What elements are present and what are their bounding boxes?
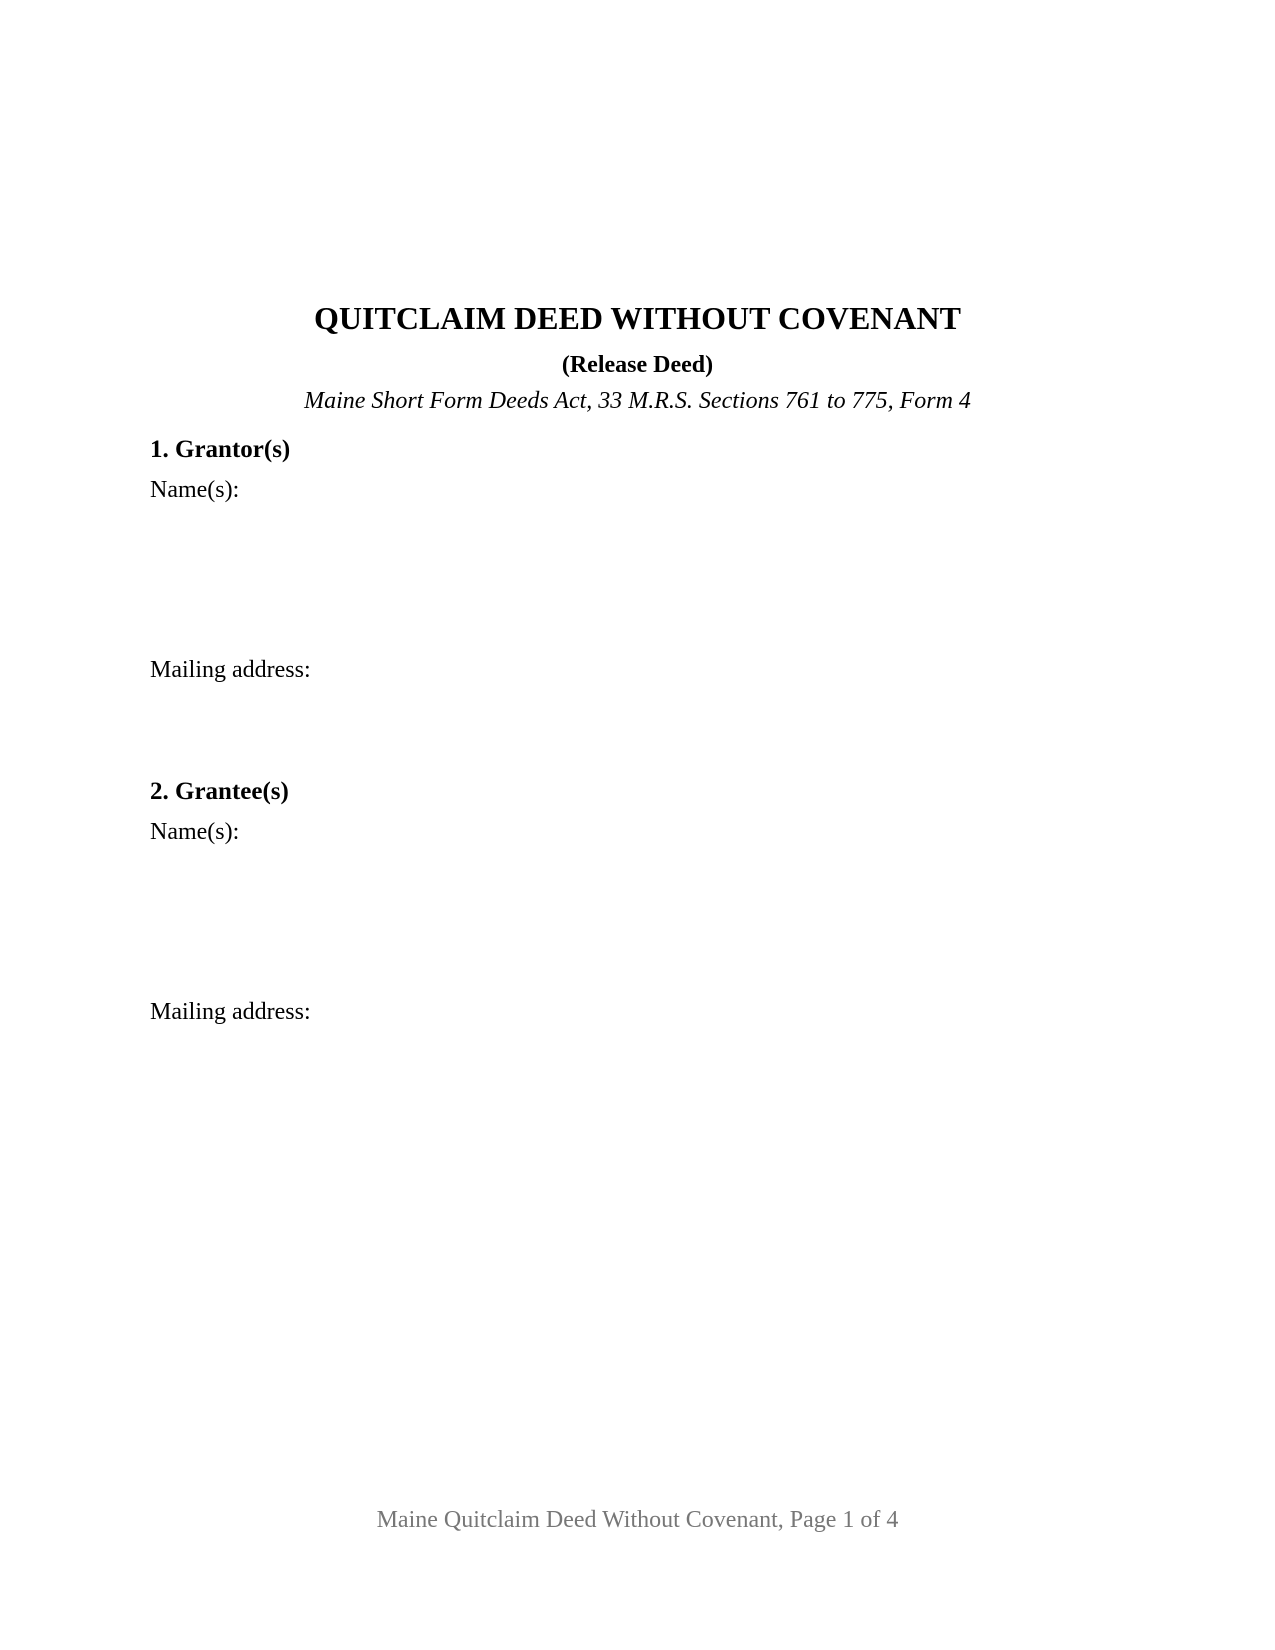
- grantor-address-label: Mailing address:: [150, 657, 311, 683]
- document-title: QUITCLAIM DEED WITHOUT COVENANT: [314, 300, 961, 336]
- statute-reference: Maine Short Form Deeds Act, 33 M.R.S. Sections 761 to 775, Form 4: [304, 388, 971, 414]
- document-subtitle: (Release Deed): [561, 352, 714, 378]
- grantee-heading: 2. Grantee(s): [150, 778, 289, 805]
- grantor-heading: 1. Grantor(s): [150, 436, 291, 463]
- grantor-names-label: Name(s):: [150, 477, 240, 503]
- grantee-address-label: Mailing address:: [150, 999, 311, 1025]
- page-footer: Maine Quitclaim Deed Without Covenant, Page 1 of 4: [376, 1507, 899, 1533]
- grantee-names-label: Name(s):: [150, 819, 240, 845]
